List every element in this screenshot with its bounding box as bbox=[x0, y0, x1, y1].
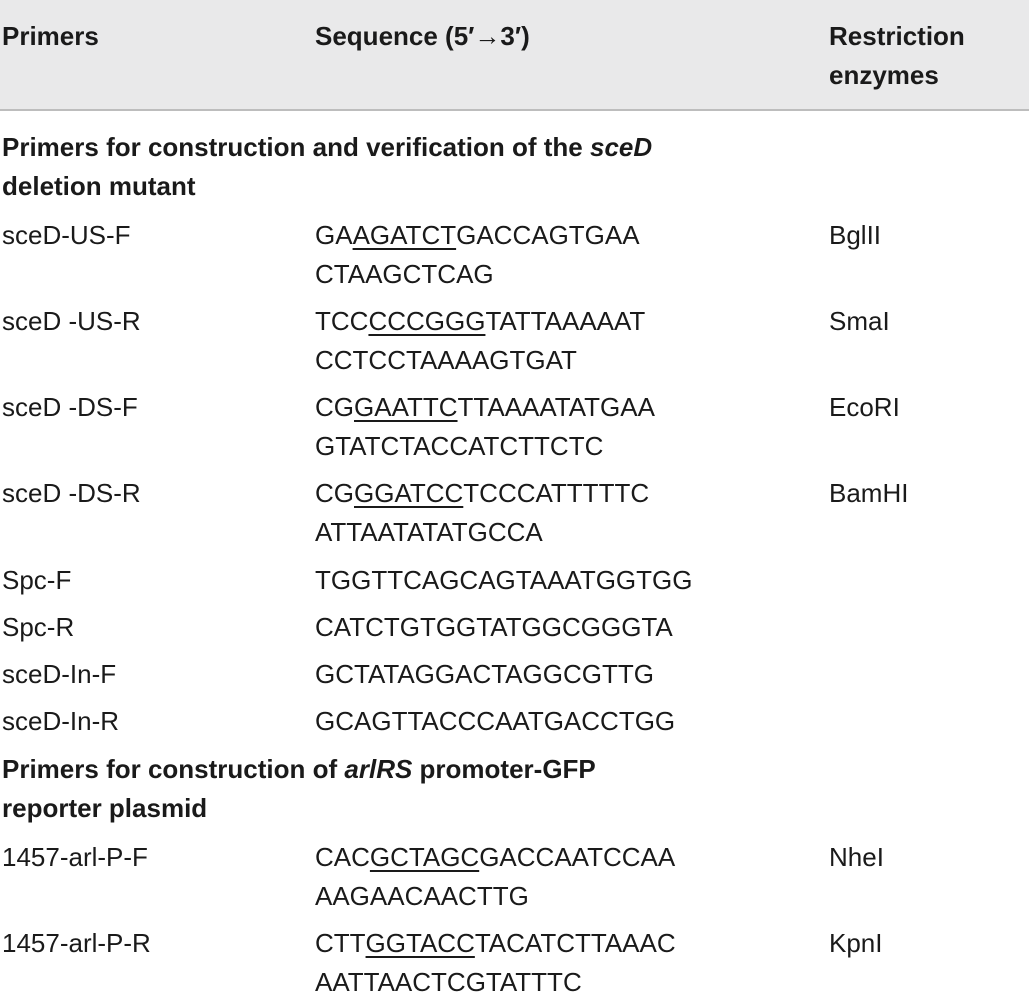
sequence-line1: CGGAATTCTTAAAATATGAA bbox=[315, 392, 655, 422]
header-sequence: Sequence (5′→3′) bbox=[315, 21, 530, 51]
restriction-site: GCTAGC bbox=[369, 842, 480, 872]
primer-name: sceD-US-F bbox=[2, 220, 131, 250]
primer-name: 1457-arl-P-F bbox=[2, 842, 148, 872]
gene-name: sceD bbox=[589, 132, 653, 162]
sequence-line1: TCCCCCGGGTATTAAAAAT bbox=[315, 306, 646, 336]
sequence: GCTATAGGACTAGGCGTTG bbox=[315, 659, 654, 689]
sequence-line2: CTAAGCTCAG bbox=[315, 259, 494, 289]
sequence-line2: AATTAACTCGTATTTC bbox=[315, 967, 582, 997]
header-rule bbox=[0, 109, 1029, 111]
sequence: CATCTGTGGTATGGCGGGTA bbox=[315, 612, 673, 642]
sequence-line2: AAGAACAACTTG bbox=[315, 881, 529, 911]
primer-name: Spc-F bbox=[2, 565, 72, 595]
section-title-line2: reporter plasmid bbox=[2, 793, 208, 823]
restriction-site: AGATCT bbox=[352, 220, 457, 250]
header-primers: Primers bbox=[2, 21, 99, 51]
restriction-site: GGATCC bbox=[354, 478, 464, 508]
enzyme-name: BglII bbox=[829, 220, 882, 250]
sequence-line2: ATTAATATATGCCA bbox=[315, 517, 543, 547]
sequence-line1: CACGCTAGCGACCAATCCAA bbox=[315, 842, 676, 872]
enzyme-name: NheI bbox=[829, 842, 884, 872]
sequence-line1: CTTGGTACCTACATCTTAAAC bbox=[315, 928, 676, 958]
enzyme-name: SmaI bbox=[829, 306, 890, 336]
section-title-line2: deletion mutant bbox=[2, 171, 196, 201]
enzyme-name: KpnI bbox=[829, 928, 883, 958]
sequence-line2: CCTCCTAAAAGTGAT bbox=[315, 345, 577, 375]
primer-name: 1457-arl-P-R bbox=[2, 928, 151, 958]
primer-name: sceD -DS-F bbox=[2, 392, 138, 422]
restriction-site: GAATTC bbox=[354, 392, 458, 422]
primer-name: sceD-In-R bbox=[2, 706, 120, 736]
enzyme-name: EcoRI bbox=[829, 392, 900, 422]
header-restriction-line1: Restriction bbox=[829, 21, 965, 51]
primer-name: sceD-In-F bbox=[2, 659, 117, 689]
sequence-line2: GTATCTACCATCTTCTC bbox=[315, 431, 604, 461]
section-title: Primers for construction of arlRS promoter-GFP bbox=[2, 754, 596, 784]
sequence: GCAGTTACCCAATGACCTGG bbox=[315, 706, 676, 736]
gene-name: arlRS bbox=[344, 754, 413, 784]
restriction-site: GGTACC bbox=[365, 928, 475, 958]
sequence-line1: GAAGATCTGACCAGTGAA bbox=[315, 220, 640, 250]
section-title: Primers for construction and verification of the sceD bbox=[2, 132, 653, 162]
sequence-line1: CGGGATCCTCCCATTTTTC bbox=[315, 478, 650, 508]
primer-name: sceD -US-R bbox=[2, 306, 141, 336]
primer-name: Spc-R bbox=[2, 612, 75, 642]
header-restriction-line2: enzymes bbox=[829, 60, 939, 90]
primer-name: sceD -DS-R bbox=[2, 478, 141, 508]
sequence: TGGTTCAGCAGTAAATGGTGG bbox=[315, 565, 693, 595]
enzyme-name: BamHI bbox=[829, 478, 909, 508]
restriction-site: CCCGGG bbox=[368, 306, 486, 336]
